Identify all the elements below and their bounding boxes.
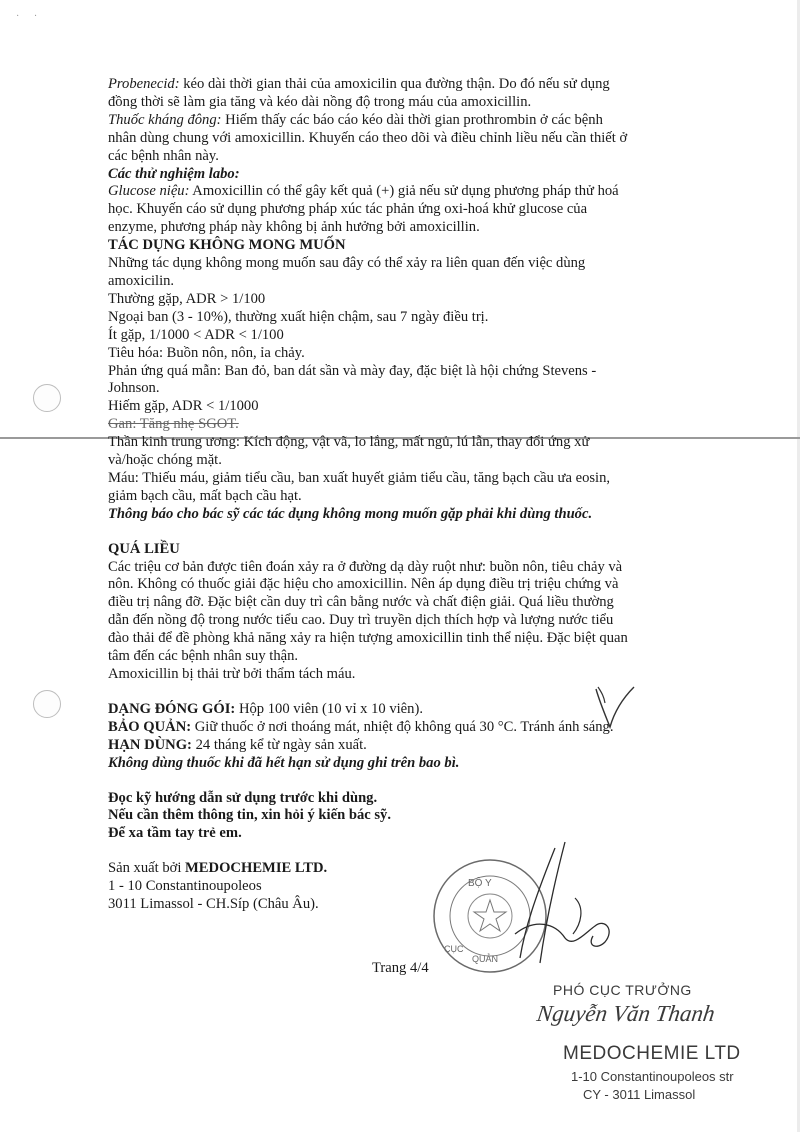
text-run: Sản xuất bởi [108, 860, 186, 877]
text-line [108, 541, 693, 559]
text-line [108, 470, 693, 488]
text-run: Thường gặp, ADR > 1/100 [108, 290, 266, 307]
text-line [108, 666, 693, 684]
company-stamp-city: CY - 3011 Limassol [583, 1087, 696, 1102]
text-run: Đọc kỹ hướng dẫn sử dụng trước khi dùng. [108, 789, 378, 806]
text-line [108, 345, 693, 363]
text-line [108, 130, 693, 148]
company-stamp-address: 1-10 Constantinoupoleos str [571, 1069, 734, 1084]
text-run: Thông báo cho bác sỹ các tác dụng không mong muốn gặp phải khi dùng thuốc. [108, 505, 593, 522]
paragraph-gap [108, 773, 693, 790]
page-number: Trang 4/4 [372, 960, 429, 976]
text-line [108, 807, 693, 825]
text-run: đào thải để đề phòng khả năng xảy ra hiện tượng amoxicillin tinh thể niệu. Đặc biệt quan [108, 630, 628, 647]
punch-hole-icon [33, 690, 61, 718]
text-line [108, 630, 693, 648]
text-run: Phản ứng quá mẫn: Ban đỏ, ban dát sần và mày đay, đặc biệt là hội chứng Stevens - [108, 362, 597, 379]
text-run: Johnson. [108, 380, 160, 397]
paragraph-gap [108, 524, 693, 541]
svg-text:QUẢN: QUẢN [472, 954, 499, 964]
text-line [108, 219, 693, 237]
leaflet-text [108, 76, 693, 914]
handwritten-mark-icon [588, 683, 638, 733]
svg-text:CỤC: CỤC [444, 944, 464, 954]
stamp-title: PHÓ CỤC TRƯỞNG [553, 982, 692, 998]
stamp-signer-name: Nguyễn Văn Thanh [535, 1001, 717, 1026]
text-line [108, 327, 693, 345]
text-line [108, 363, 693, 381]
text-run: kéo dài thời gian thải của amoxicilin qua đường thận. Do đó nếu sử dụng [179, 76, 610, 92]
text-run: Probenecid: [108, 76, 180, 92]
punch-hole-icon [33, 384, 61, 412]
text-line [108, 166, 693, 184]
text-run: 24 tháng kể từ ngày sản xuất. [191, 736, 367, 753]
text-line [108, 201, 693, 219]
text-run: Các thử nghiệm labo: [108, 165, 240, 182]
text-run: Gan: Tăng nhẹ SGOT. [108, 416, 239, 433]
text-run: Ngoại ban (3 - 10%), thường xuất hiện chậm, sau 7 ngày điều trị. [108, 308, 489, 325]
text-run: Tiêu hóa: Buồn nôn, nôn, ỉa chảy. [108, 344, 305, 361]
text-line [108, 255, 693, 273]
text-line [108, 594, 693, 612]
text-line [108, 309, 693, 327]
text-run: Amoxicillin bị thải trừ bởi thẩm tách máu. [108, 666, 356, 682]
text-line [108, 737, 693, 755]
text-run: nôn. Không có thuốc giải đặc hiệu cho amoxicillin. Nên áp dụng điều trị triệu chứng và [108, 576, 619, 593]
text-line [108, 576, 693, 594]
text-line [108, 112, 693, 130]
text-line [108, 612, 693, 630]
text-line [108, 452, 693, 470]
signature-icon [495, 838, 635, 978]
text-run: Amoxicillin có thể gây kết quả (+) giả nếu sử dụng phương pháp thử hoá [189, 183, 619, 200]
text-line [108, 291, 693, 309]
text-line [108, 755, 693, 773]
text-run: Hộp 100 viên (10 vỉ x 10 viên). [235, 700, 423, 717]
text-line [108, 648, 693, 666]
text-run: amoxicilin. [108, 272, 175, 289]
text-run: các bệnh nhân này. [108, 147, 219, 164]
text-run: TÁC DỤNG KHÔNG MONG MUỐN [108, 237, 346, 254]
text-run: điều trị nâng đỡ. Đặc biệt cần duy trì cân bằng nước và chất điện giải. Quá liều thường [108, 594, 614, 611]
text-line [108, 183, 693, 201]
text-run: MEDOCHEMIE LTD. [185, 860, 328, 877]
text-line [108, 434, 693, 452]
text-run: DẠNG ĐÓNG GÓI: [108, 700, 236, 717]
text-line [108, 790, 693, 808]
text-line [108, 559, 693, 577]
text-run: Nếu cần thêm thông tin, xin hỏi ý kiến bác sỹ. [108, 807, 391, 824]
text-run: Hiếm thấy các báo cáo kéo dài thời gian prothrombin ở các bệnh [221, 111, 603, 128]
text-line [108, 380, 693, 398]
text-run: 3011 Limassol - CH.Síp (Châu Âu). [108, 896, 319, 913]
text-line [108, 94, 693, 112]
text-run: Máu: Thiếu máu, giảm tiểu cầu, ban xuất huyết giảm tiểu cầu, tăng bạch cầu ưa eosin, [108, 469, 611, 486]
text-line [108, 76, 693, 94]
text-run: dẫn đến nồng độ trong nước tiểu cao. Duy trì truyền dịch thích hợp và lượng nước tiểu [108, 612, 614, 629]
text-run: giảm bạch cầu, mất bạch cầu hạt. [108, 487, 302, 504]
text-run: Giữ thuốc ở nơi thoáng mát, nhiệt độ không quá 30 °C. Tránh ánh sáng. [191, 718, 614, 735]
text-run: HẠN DÙNG: [108, 736, 192, 753]
text-run: và/hoặc chóng mặt. [108, 452, 222, 469]
text-line [108, 398, 693, 416]
text-run: Để xa tầm tay trẻ em. [108, 825, 242, 842]
text-run: 1 - 10 Constantinoupoleos [108, 878, 262, 895]
text-line [108, 148, 693, 166]
text-run: QUÁ LIỀU [108, 540, 180, 557]
text-run: Thuốc kháng đông: [108, 111, 222, 128]
company-stamp-name: MEDOCHEMIE LTD [563, 1043, 741, 1064]
text-run: nhân dùng chung với amoxicillin. Khuyến cáo theo dõi và điều chỉnh liều nếu cần thiết ở [108, 129, 628, 146]
text-line [108, 416, 693, 434]
text-run: Những tác dụng không mong muốn sau đây có thể xảy ra liên quan đến việc dùng [108, 255, 586, 272]
text-run: BẢO QUẢN: [108, 718, 192, 735]
text-run: Các triệu cơ bản được tiên đoán xảy ra ở đường dạ dày ruột như: buồn nôn, tiêu chảy và [108, 558, 623, 575]
text-run: Glucose niệu: [108, 183, 190, 200]
text-run: enzyme, phương pháp này không bị ảnh hưởng bởi amoxicillin. [108, 219, 480, 236]
text-line [108, 273, 693, 291]
text-run: đồng thời sẽ làm gia tăng và kéo dài nồng độ trong máu của amoxicillin. [108, 93, 532, 110]
text-run: học. Khuyến cáo sử dụng phương pháp xúc tác phản ứng oxi-hoá khử glucose của [108, 201, 588, 218]
text-line [108, 237, 693, 255]
text-run: Không dùng thuốc khi đã hết hạn sử dụng ghi trên bao bì. [108, 754, 460, 771]
text-line [108, 488, 693, 506]
svg-text:BỘ Y: BỘ Y [468, 878, 492, 889]
text-run: Hiếm gặp, ADR < 1/1000 [108, 398, 259, 415]
text-run: Thần kinh trung ương: Kích động, vật vã, lo lắng, mất ngủ, lú lẫn, thay đổi ứng xử [108, 434, 590, 451]
text-line [108, 506, 693, 524]
text-run: tâm đến các bệnh nhân suy thận. [108, 648, 299, 665]
scan-artifact: · · [16, 11, 44, 22]
text-run: Ít gặp, 1/1000 < ADR < 1/100 [108, 326, 284, 343]
